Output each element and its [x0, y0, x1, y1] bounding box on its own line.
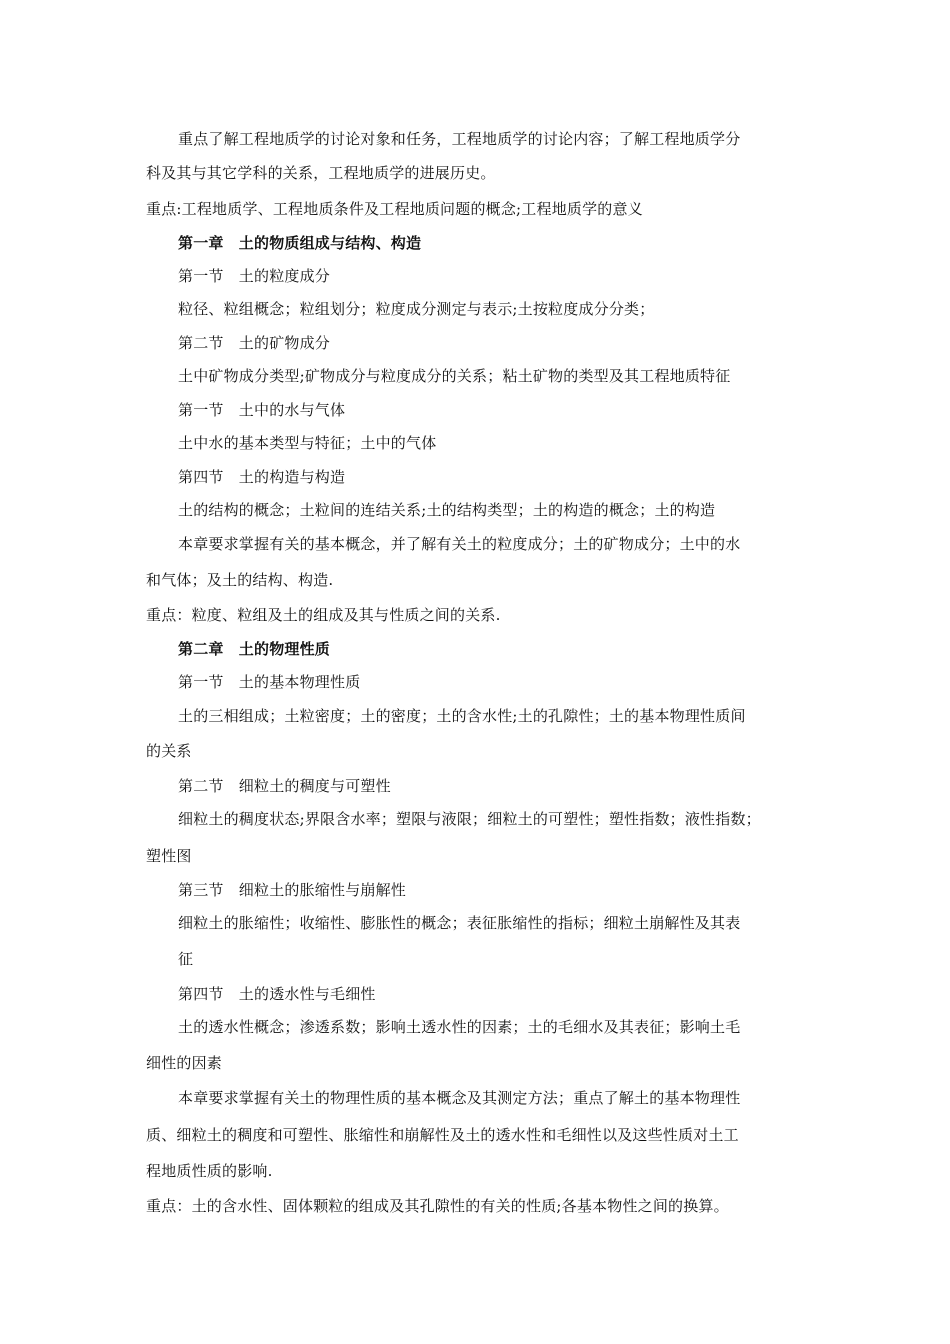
chapter-1-summary-line-1: 本章要求掌握有关的基本概念，并了解有关土的粒度成分；土的矿物成分；土中的水 [178, 535, 741, 553]
section-heading: 第一节 土中的水与气体 [178, 401, 346, 419]
section-content-line-2: 征 [178, 950, 194, 968]
section-content-line-2: 细性的因素 [146, 1054, 223, 1072]
chapter-1-heading: 第一章 土的物质组成与结构、构造 [178, 234, 422, 252]
section-content-line-1: 细粒土的胀缩性；收缩性、膨胀性的概念；表征胀缩性的指标；细粒土崩解性及其表 [178, 914, 741, 932]
chapter-2-heading: 第二章 土的物理性质 [178, 640, 331, 658]
section-heading: 第三节 细粒土的胀缩性与崩解性 [178, 881, 407, 899]
chapter-1-key-points: 重点：粒度、粒组及土的组成及其与性质之间的关系. [146, 606, 501, 624]
section-content-line-2: 塑性图 [146, 847, 192, 865]
chapter-2-summary-line-1: 本章要求掌握有关土的物理性质的基本概念及其测定方法；重点了解土的基本物理性 [178, 1089, 741, 1107]
section-content: 土中矿物成分类型;矿物成分与粒度成分的关系；粘土矿物的类型及其工程地质特征 [178, 367, 731, 385]
section-heading: 第二节 土的矿物成分 [178, 334, 331, 352]
chapter-2-summary-line-2: 质、细粒土的稠度和可塑性、胀缩性和崩解性及土的透水性和毛细性以及这些性质对土工 [146, 1126, 739, 1144]
section-content-line-1: 土的透水性概念；渗透系数；影响土透水性的因素；土的毛细水及其表征；影响土毛 [178, 1018, 741, 1036]
section-content-line-2: 的关系 [146, 742, 192, 760]
chapter-2-summary-line-3: 程地质性质的影响. [146, 1162, 273, 1180]
intro-paragraph-line-2: 科及其与其它学科的关系，工程地质学的进展历史。 [146, 164, 496, 182]
section-content-line-1: 土的三相组成；土粒密度；土的密度；土的含水性;土的孔隙性；土的基本物理性质间 [178, 707, 746, 725]
intro-key-points: 重点:工程地质学、工程地质条件及工程地质问题的概念;工程地质学的意义 [146, 200, 643, 218]
intro-paragraph-line-1: 重点了解工程地质学的讨论对象和任务，工程地质学的讨论内容；了解工程地质学分 [178, 130, 741, 148]
section-content: 土的结构的概念；土粒间的连结关系;土的结构类型；土的构造的概念；土的构造 [178, 501, 716, 519]
chapter-2-key-points: 重点：土的含水性、固体颗粒的组成及其孔隙性的有关的性质;各基本物性之间的换算。 [146, 1197, 729, 1215]
section-heading: 第四节 土的构造与构造 [178, 468, 346, 486]
chapter-1-summary-line-2: 和气体；及土的结构、构造. [146, 571, 334, 589]
section-content: 粒径、粒组概念；粒组划分；粒度成分测定与表示;土按粒度成分分类； [178, 300, 655, 318]
section-content: 土中水的基本类型与特征；土中的气体 [178, 434, 437, 452]
section-heading: 第一节 土的粒度成分 [178, 267, 331, 285]
section-heading: 第四节 土的透水性与毛细性 [178, 985, 376, 1003]
section-heading: 第二节 细粒土的稠度与可塑性 [178, 777, 391, 795]
section-content-line-1: 细粒土的稠度状态;界限含水率；塑限与液限；细粒土的可塑性；塑性指数；液性指数； [178, 810, 761, 828]
section-heading: 第一节 土的基本物理性质 [178, 673, 361, 691]
